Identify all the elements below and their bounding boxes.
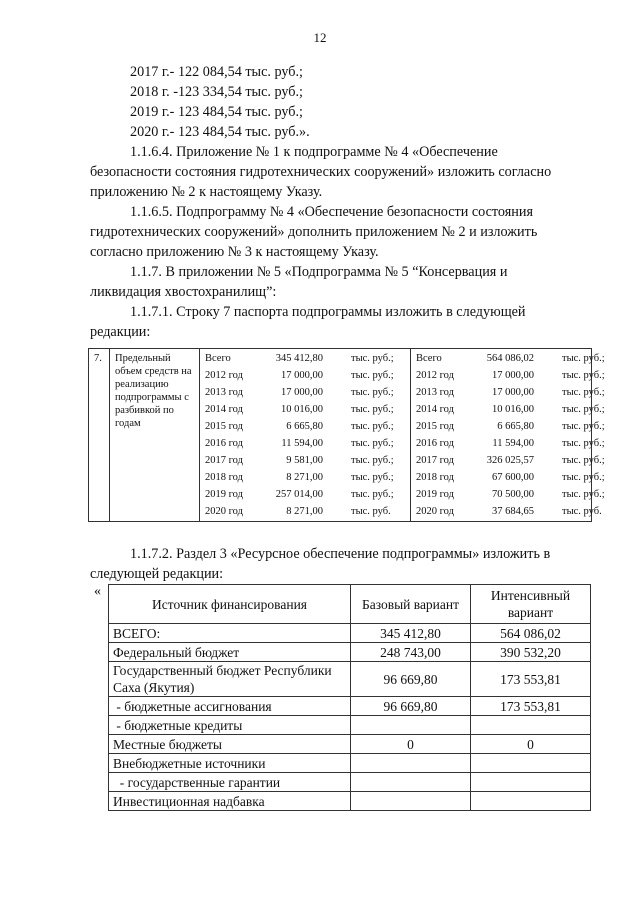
- intensive-label: 2013 год: [416, 387, 454, 398]
- table-row: [109, 624, 591, 643]
- resource-cell-intensive: [471, 792, 591, 811]
- base-unit: тыс. руб.;: [351, 438, 394, 449]
- base-unit: тыс. руб.;: [351, 489, 394, 500]
- intensive-unit: тыс. руб.;: [562, 353, 605, 364]
- intensive-label: 2020 год: [416, 506, 454, 517]
- budget-line-2019: 2019 г.- 123 484,54 тыс. руб.;: [130, 104, 303, 120]
- opening-quote: «: [94, 584, 101, 599]
- resource-cell-source: Внебюджетные источники: [109, 754, 351, 773]
- passport-description: Предельный объем средств на реализацию подпрограммы с разбивкой по годам: [115, 353, 192, 429]
- base-unit: тыс. руб.;: [351, 404, 394, 415]
- intensive-unit: тыс. руб.;: [562, 472, 605, 483]
- paragraph-1164-line2: безопасности состояния гидротехнических сооружений» изложить согласно: [90, 164, 552, 180]
- base-value: 11 594,00: [281, 438, 323, 449]
- intensive-value: 70 500,00: [492, 489, 534, 500]
- table-row: [109, 773, 591, 792]
- intensive-label: 2015 год: [416, 421, 454, 432]
- base-unit: тыс. руб.;: [351, 455, 394, 466]
- header-source: Источник финансирования: [109, 585, 351, 624]
- base-label: 2018 год: [205, 472, 243, 483]
- passport-table: [88, 348, 605, 522]
- base-unit: тыс. руб.;: [351, 353, 394, 364]
- resource-cell-source: Государственный бюджет Республики Саха (Якутия): [109, 662, 351, 697]
- resource-cell-source: - государственные гарантии: [109, 773, 351, 792]
- base-label: 2020 год: [205, 506, 243, 517]
- intensive-unit: тыс. руб.;: [562, 489, 605, 500]
- intensive-value: 564 086,02: [486, 353, 534, 364]
- intensive-unit: тыс. руб.;: [562, 387, 605, 398]
- intensive-value: 11 594,00: [492, 438, 534, 449]
- base-value: 8 271,00: [286, 472, 323, 483]
- resource-cell-intensive: 564 086,02: [471, 624, 591, 643]
- intensive-label: 2016 год: [416, 438, 454, 449]
- resource-cell-intensive: 0: [471, 735, 591, 754]
- intensive-value: 17 000,00: [492, 387, 534, 398]
- base-label: 2013 год: [205, 387, 243, 398]
- intensive-unit: тыс. руб.;: [562, 370, 605, 381]
- budget-line-2017: 2017 г.- 122 084,54 тыс. руб.;: [130, 64, 303, 80]
- budget-line-2018: 2018 г. -123 334,54 тыс. руб.;: [130, 84, 303, 100]
- resource-cell-source: - бюджетные кредиты: [109, 716, 351, 735]
- base-value: 345 412,80: [275, 353, 323, 364]
- resource-cell-source: ВСЕГО:: [109, 624, 351, 643]
- resource-cell-intensive: 173 553,81: [471, 662, 591, 697]
- intensive-label: 2012 год: [416, 370, 454, 381]
- base-value: 9 581,00: [286, 455, 323, 466]
- paragraph-117-line1: 1.1.7. В приложении № 5 «Подпрограмма № 5 “Консервация и: [130, 264, 508, 280]
- resource-cell-base: 96 669,80: [351, 662, 471, 697]
- base-unit: тыс. руб.;: [351, 387, 394, 398]
- intensive-label: 2018 год: [416, 472, 454, 483]
- budget-line-2020: 2020 г.- 123 484,54 тыс. руб.».: [130, 124, 310, 140]
- intensive-label: Всего: [416, 353, 442, 364]
- resource-cell-intensive: [471, 716, 591, 735]
- header-intensive: Интенсивный вариант: [471, 585, 591, 624]
- intensive-label: 2019 год: [416, 489, 454, 500]
- base-label: 2015 год: [205, 421, 243, 432]
- page-number: 12: [313, 30, 327, 45]
- resource-cell-intensive: [471, 754, 591, 773]
- paragraph-1164-line1: 1.1.6.4. Приложение № 1 к подпрограмме № 4 «Обеспечение: [130, 144, 498, 160]
- table-row: [109, 754, 591, 773]
- base-value: 17 000,00: [281, 370, 323, 381]
- base-label: 2012 год: [205, 370, 243, 381]
- base-label: 2017 год: [205, 455, 243, 466]
- intensive-unit: тыс. руб.;: [562, 404, 605, 415]
- intensive-unit: тыс. руб.;: [562, 438, 605, 449]
- paragraph-1165-line1: 1.1.6.5. Подпрограмму № 4 «Обеспечение безопасности состояния: [130, 204, 533, 220]
- passport-row-number: 7.: [94, 353, 102, 364]
- table-row: [109, 792, 591, 811]
- base-unit: тыс. руб.;: [351, 472, 394, 483]
- base-label: Всего: [205, 353, 231, 364]
- base-value: 10 016,00: [281, 404, 323, 415]
- intensive-value: 6 665,80: [497, 421, 534, 432]
- resource-cell-base: [351, 716, 471, 735]
- intensive-unit: тыс. руб.;: [562, 455, 605, 466]
- base-label: 2019 год: [205, 489, 243, 500]
- intensive-value: 326 025,57: [486, 455, 534, 466]
- base-value: 8 271,00: [286, 506, 323, 517]
- resource-cell-base: [351, 773, 471, 792]
- resource-cell-base: 96 669,80: [351, 697, 471, 716]
- intensive-label: 2014 год: [416, 404, 454, 415]
- paragraph-1165-line3: согласно приложению № 3 к настоящему Указу.: [90, 244, 379, 260]
- resource-cell-base: [351, 754, 471, 773]
- base-unit: тыс. руб.;: [351, 421, 394, 432]
- resource-cell-base: 345 412,80: [351, 624, 471, 643]
- resource-cell-base: 0: [351, 735, 471, 754]
- resource-cell-source: - бюджетные ассигнования: [109, 697, 351, 716]
- intensive-value: 37 684,65: [492, 506, 534, 517]
- intensive-label: 2017 год: [416, 455, 454, 466]
- intensive-unit: тыс. руб.: [562, 506, 602, 517]
- resource-cell-intensive: 390 532,20: [471, 643, 591, 662]
- paragraph-1164-line3: приложению № 2 к настоящему Указу.: [90, 184, 323, 200]
- table-row: [109, 662, 591, 697]
- resource-cell-source: Местные бюджеты: [109, 735, 351, 754]
- intensive-unit: тыс. руб.;: [562, 421, 605, 432]
- base-unit: тыс. руб.: [351, 506, 391, 517]
- paragraph-1165-line2: гидротехнических сооружений» дополнить приложением № 2 и изложить: [90, 224, 538, 240]
- intensive-value: 67 600,00: [492, 472, 534, 483]
- base-unit: тыс. руб.;: [351, 370, 394, 381]
- resource-cell-intensive: 173 553,81: [471, 697, 591, 716]
- resource-cell-intensive: [471, 773, 591, 792]
- paragraph-1172-line1: 1.1.7.2. Раздел 3 «Ресурсное обеспечение подпрограммы» изложить в: [130, 546, 551, 562]
- table-row: [109, 643, 591, 662]
- header-base: Базовый вариант: [351, 585, 471, 624]
- resource-cell-base: 248 743,00: [351, 643, 471, 662]
- paragraph-1172-line2: следующей редакции:: [90, 566, 224, 582]
- table-row: [109, 697, 591, 716]
- table-row: [109, 735, 591, 754]
- paragraph-1171-line1: 1.1.7.1. Строку 7 паспорта подпрограммы изложить в следующей: [130, 304, 526, 320]
- table-row: [109, 716, 591, 735]
- intensive-value: 10 016,00: [492, 404, 534, 415]
- resource-cell-source: Федеральный бюджет: [109, 643, 351, 662]
- paragraph-1171-line2: редакции:: [90, 324, 151, 340]
- resource-cell-base: [351, 792, 471, 811]
- resource-table: [108, 584, 591, 811]
- intensive-value: 17 000,00: [492, 370, 534, 381]
- paragraph-117-line2: ликвидация хвостохранилищ”:: [90, 284, 277, 300]
- base-value: 17 000,00: [281, 387, 323, 398]
- resource-cell-source: Инвестиционная надбавка: [109, 792, 351, 811]
- base-label: 2014 год: [205, 404, 243, 415]
- base-value: 6 665,80: [286, 421, 323, 432]
- base-label: 2016 год: [205, 438, 243, 449]
- base-value: 257 014,00: [275, 489, 323, 500]
